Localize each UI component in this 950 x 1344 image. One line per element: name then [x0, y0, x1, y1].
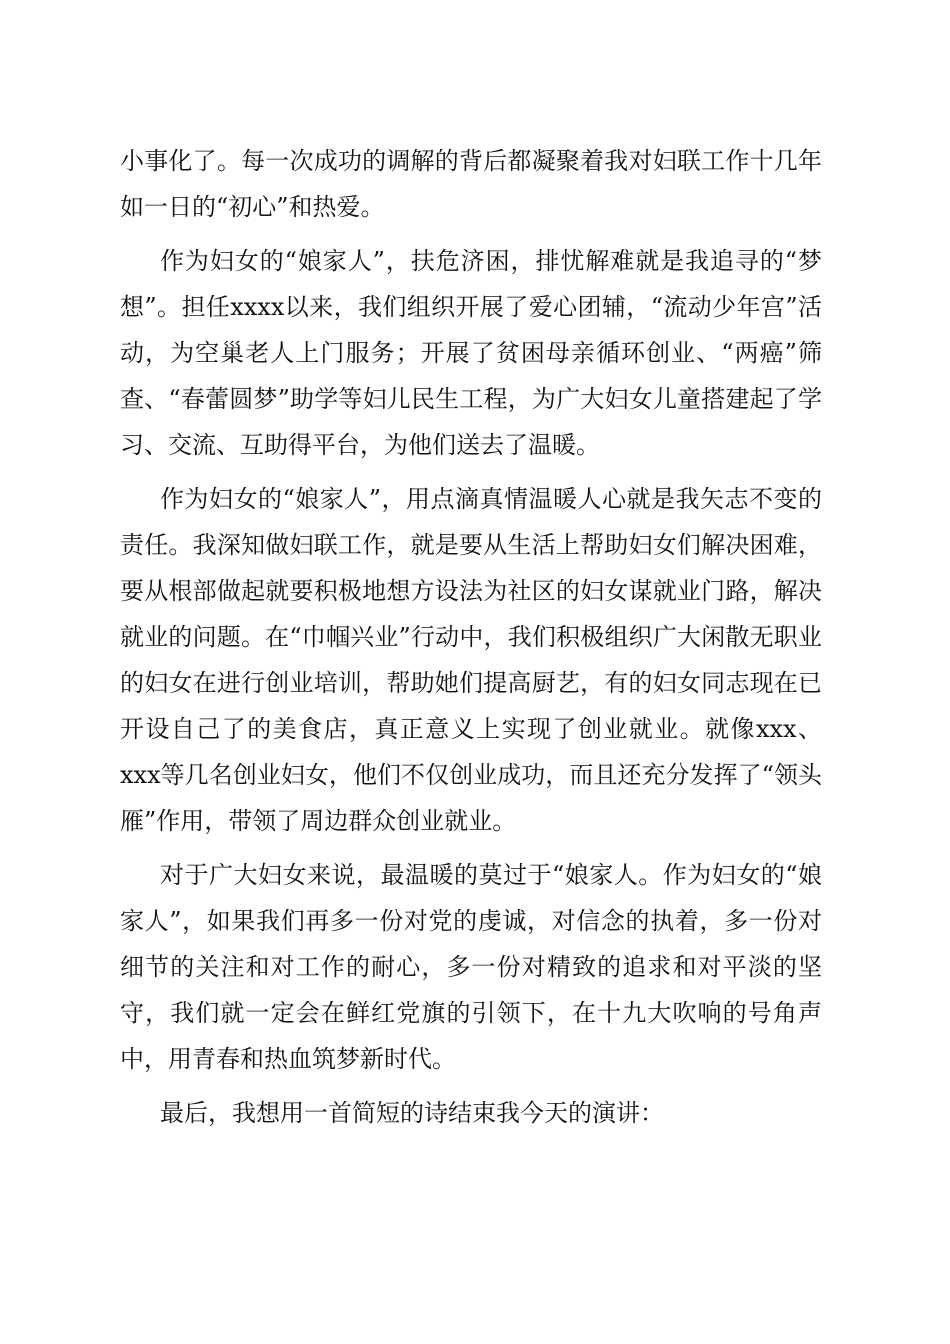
paragraph-1: 小事化了。每一次成功的调解的背后都凝聚着我对妇联工作十几年如一日的“初心”和热爱。 [120, 147, 822, 221]
paragraph-5: 最后，我想用一首简短的诗结束我今天的演讲： [160, 1099, 664, 1127]
paragraph-4: 对于广大妇女来说，最温暖的莫过于“娘家人。作为妇女的“娘家人”，如果我们再多一份对党的虔诚，对信念的执着，多一份对细节的关注和对工作的耐心，多一份对精致的追求和对平淡的坚守，我们就一定会在鲜红党旗的引领下，在十九大吹响的号角声中，用青春和热血筑梦新时代。 [120, 861, 822, 1073]
paragraph-2: 作为妇女的“娘家人”，扶危济困，排忧解难就是我追寻的“梦想”。担任xxxx以来，我们组织开展了爱心团辅，“流动少年宫”活动，为空巢老人上门服务；开展了贫困母亲循环创业、“两癌”筛查、“春蕾圆梦”助学等妇儿民生工程，为广大妇女儿童搭建起了学习、交流、互助得平台，为他们送去了温暖。 [120, 247, 822, 459]
paragraph-3: 作为妇女的“娘家人”，用点滴真情温暖人心就是我矢志不变的责任。我深知做妇联工作，就是要从生活上帮助妇女们解决困难，要从根部做起就要积极地想方设法为社区的妇女谋就业门路，解决就业的问题。在“巾帼兴业”行动中，我们积极组织广大闲散无职业的妇女在进行创业培训，帮助她们提高厨艺，有的妇女同志现在已开设自己了的美食店，真正意义上实现了创业就业。就像xxx、xxx等几名创业妇女，他们不仅创业成功，而且还充分发挥了“领头雁”作用，带领了周边群众创业就业。 [120, 485, 822, 835]
document-body [120, 138, 822, 1144]
